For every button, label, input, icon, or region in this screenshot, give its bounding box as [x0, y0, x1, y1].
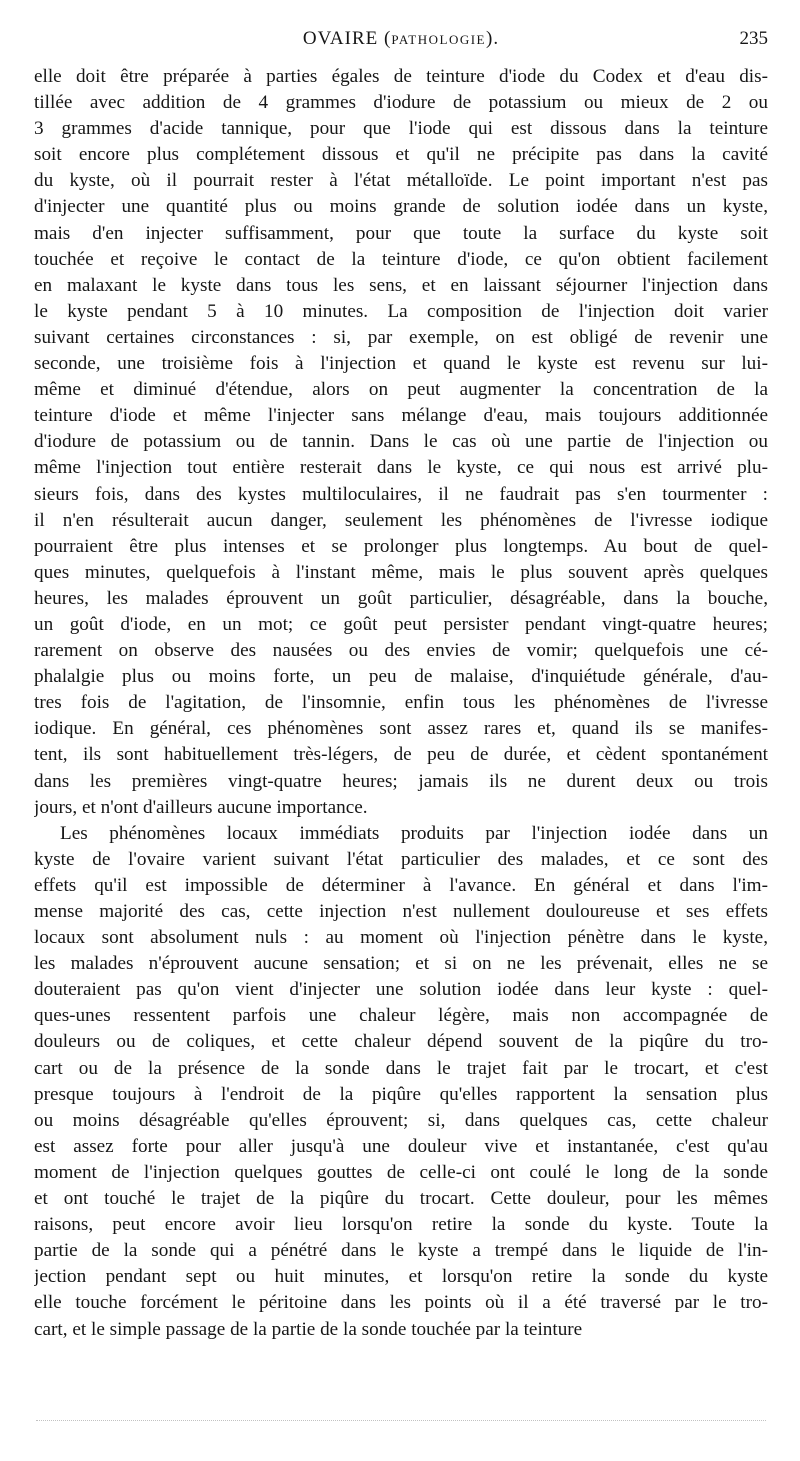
text-line: elle doit être préparée à parties égales de teinture d'iode du Codex et d'eau dis- [34, 66, 768, 87]
text-line: les malades n'éprouvent aucune sensation; et si on ne les prévenait, elles ne se [34, 953, 768, 975]
text-line: jection pendant sept ou huit minutes, et lorsqu'on retire la sonde du kyste [34, 1266, 768, 1288]
text-line: douleurs ou de coliques, et cette chaleur dépend souvent de la piqûre du tro- [34, 1031, 768, 1053]
bottom-margin-rule [36, 1420, 766, 1421]
text-line: ou moins désagréable qu'elles éprouvent; si, dans quelques cas, cette chaleur [34, 1109, 768, 1131]
text-line: phalalgie plus ou moins forte, un peu de malaise, d'inquiétude générale, d'au- [34, 666, 768, 688]
text-line: Les phénomènes locaux immédiats produits par l'injection iodée dans un [60, 822, 768, 844]
text-line: d'injecter une quantité plus ou moins grande de solution iodée dans un kyste, [34, 196, 768, 218]
text-line: teinture d'iode et même l'injecter sans mélange d'eau, mais toujours additionnée [34, 405, 768, 427]
running-title-main: OVAIRE ( [302, 28, 392, 49]
text-line: kyste de l'ovaire varient suivant l'état particulier des malades, et ce sont des [34, 848, 768, 870]
text-line: cart ou de la présence de la sonde dans le trajet fait par le trocart, et c'est [34, 1057, 768, 1079]
text-line: iodique. En général, ces phénomènes sont assez rares et, quand ils se manifes- [34, 718, 768, 740]
text-line: rarement on observe des nausées ou des envies de vomir; quelquefois une cé- [34, 640, 768, 662]
page-number: 235 [739, 28, 768, 49]
text-line: raisons, peut encore avoir lieu lorsqu'on retire la sonde du kyste. Toute la [34, 1214, 768, 1236]
text-line: partie de la sonde qui a pénétré dans le kyste a trempé dans le liquide de l'in- [34, 1240, 768, 1262]
text-line: suivant certaines circonstances : si, par exemple, on est obligé de revenir une [34, 326, 768, 348]
text-line: sieurs fois, dans des kystes multiloculaires, il ne faudrait pas s'en tourmenter : [34, 483, 768, 505]
text-line: elle touche forcément le péritoine dans les points où il a été traversé par le tro- [34, 1292, 768, 1314]
text-line: mense majorité des cas, cette injection n'est nullement douloureuse et ses effets [34, 901, 768, 922]
text-line: d'iodure de potassium ou de tannin. Dans le cas où une partie de l'injection ou [34, 431, 768, 453]
text-line: tres fois de l'agitation, de l'insomnie, enfin tous les phénomènes de l'ivresse [34, 692, 768, 714]
text-line: tillée avec addition de 4 grammes d'iodure de potassium ou mieux de 2 ou [34, 92, 768, 114]
text-line: même et diminué d'étendue, alors on peut augmenter la concentration de la [34, 379, 768, 401]
text-line: 3 grammes d'acide tannique, pour que l'iode qui est dissous dans la teinture [34, 118, 768, 140]
text-line: douteraient pas qu'on vient d'injecter une solution iodée dans leur kyste : quel- [34, 979, 768, 1001]
text-line: pourraient être plus intenses et se prolonger plus longtemps. Au bout de quel- [34, 535, 768, 557]
running-head [34, 28, 768, 58]
text-line: ques-unes ressentent parfois une chaleur légère, mais non accompagnée de [34, 1005, 768, 1027]
running-title [34, 28, 768, 50]
text-line: du kyste, où il pourrait rester à l'état métalloïde. Le point important n'est pas [34, 170, 768, 192]
text-line: cart, et le simple passage de la partie de la sonde touchée par la teinture [34, 1318, 583, 1340]
text-line: moment de l'injection quelques gouttes de celle-ci ont coulé le long de la sonde [34, 1161, 768, 1183]
paragraph [34, 64, 768, 821]
text-line: mais d'en injecter suffisamment, pour que toute la surface du kyste soit [34, 222, 768, 244]
text-line: locaux sont absolument nuls : au moment où l'injection pénètre dans le kyste, [34, 927, 768, 949]
text-line: seconde, une troisième fois à l'injection et quand le kyste est revenu sur lui- [34, 353, 768, 375]
paragraph [34, 821, 768, 1343]
text-line: il n'en résulterait aucun danger, seulement les phénomènes de l'ivresse iodique [34, 509, 768, 531]
text-line: ques minutes, quelquefois à l'instant même, mais le plus souvent après quelques [34, 561, 768, 583]
running-title-end: ). [486, 28, 500, 49]
text-line: est assez forte pour aller jusqu'à une douleur vive et instantanée, c'est qu'au [34, 1135, 768, 1157]
text-line: jours, et n'ont d'ailleurs aucune importance. [34, 796, 368, 818]
body-text [34, 64, 768, 1343]
text-line: dans les premières vingt-quatre heures; jamais ils ne durent deux ou trois [34, 770, 768, 792]
text-line: en malaxant le kyste dans tous les sens, et en laissant séjourner l'injection dans [34, 274, 768, 296]
text-line: effets qu'il est impossible de déterminer à l'avance. En général et dans l'im- [34, 874, 768, 896]
text-line: le kyste pendant 5 à 10 minutes. La composition de l'injection doit varier [34, 300, 768, 322]
text-line: heures, les malades éprouvent un goût particulier, désagréable, dans la bouche, [34, 587, 768, 609]
running-title-smallcaps: PATHOLOGIE [391, 32, 487, 47]
text-line: tent, ils sont habituellement très-légers, de peu de durée, et cèdent spontanément [34, 744, 768, 766]
text-line: touchée et reçoive le contact de la teinture d'iode, ce qu'on obtient facilement [34, 248, 768, 270]
text-line: presque toujours à l'endroit de la piqûre qu'elles rapportent la sensation plus [34, 1083, 768, 1105]
text-line: et ont touché le trajet de la piqûre du trocart. Cette douleur, pour les mêmes [34, 1188, 768, 1210]
text-line: même l'injection tout entière resterait dans le kyste, ce qui nous est arrivé plu- [34, 457, 768, 479]
text-line: un goût d'iode, en un mot; ce goût peut persister pendant vingt-quatre heures; [34, 613, 768, 635]
text-line: soit encore plus complétement dissous et qu'il ne précipite pas dans la cavité [34, 144, 768, 166]
